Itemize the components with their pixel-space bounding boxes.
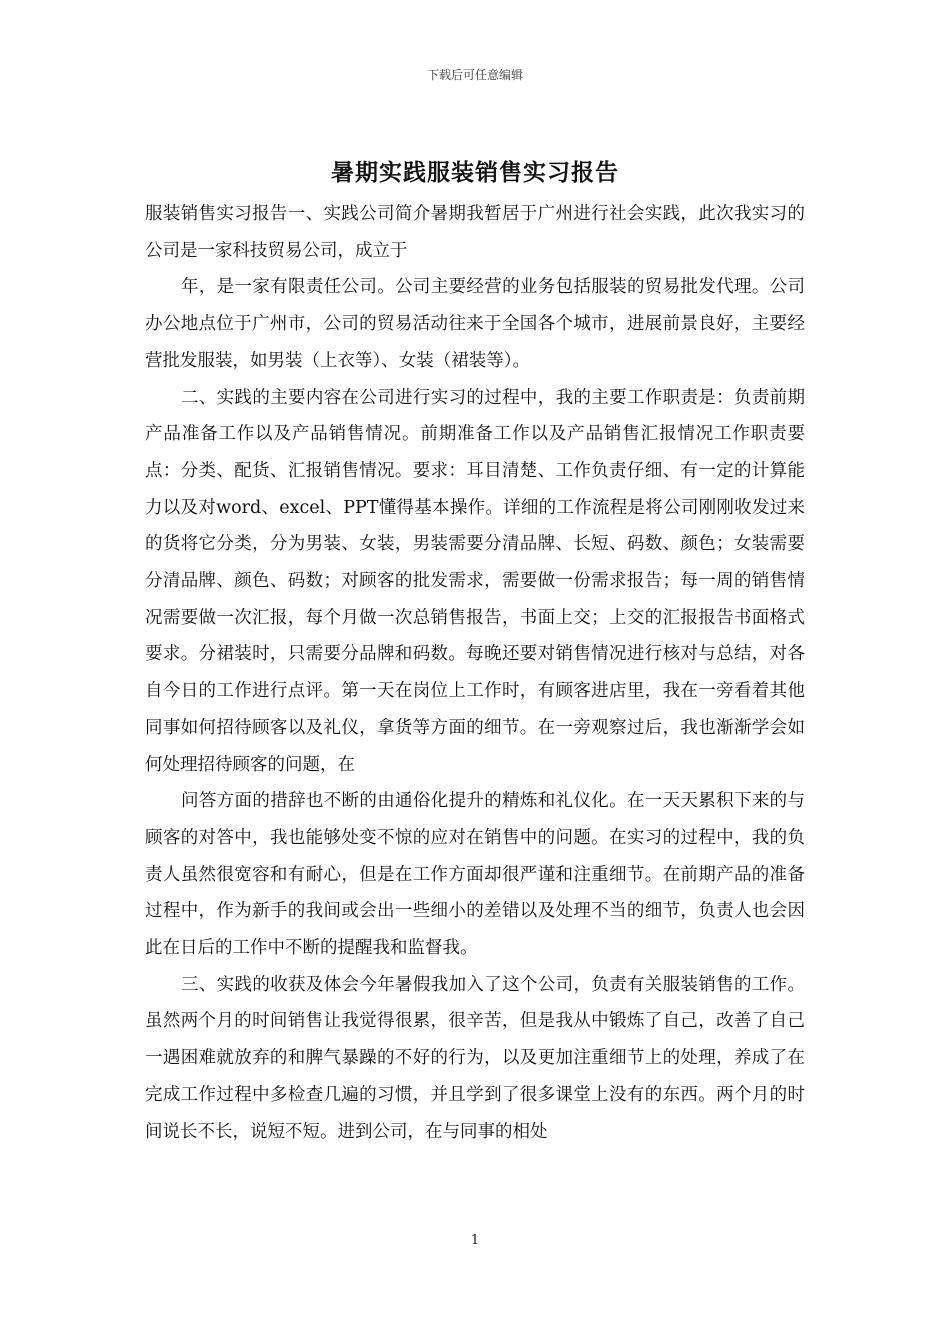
header-note: 下载后可任意编辑	[426, 68, 523, 82]
paragraph-main-content: 二、实践的主要内容在公司进行实习的过程中，我的主要工作职责是：负责前期产品准备工作以及产品销售情况。前期准备工作以及产品销售汇报情况工作职责要点：分类、配货、汇报销售情况。要求：耳目清楚、工作负责仔细、有一定的计算能力以及对word、excel、PPT懂得基本操作。详细的工作流程是将公司刚刚收发过来的货将它分类，分为男装、女装，男装需要分清品牌、长短、码数、颜色；女装需要分清品牌、颜色、码数；对顾客的批发需求，需要做一份需求报告；每一周的销售情况需要做一次汇报，每个月做一次总销售报告，书面上交；上交的汇报报告书面格式要求。分裙装时，只需要分品牌和码数。每晚还要对销售情况进行核对与总结，对各自今日的工作进行点评。第一天在岗位上工作时，有顾客进店里，我在一旁看着其他同事如何招待顾客以及礼仪，拿货等方面的细节。在一旁观察过后，我也渐渐学会如何处理招待顾客的问题，在	[145, 387, 805, 775]
page-number: 1	[470, 1233, 480, 1248]
paragraph-intro: 服装销售实习报告一、实践公司简介暑期我暂居于广州进行社会实践，此次我实习的公司是一家科技贸易公司，成立于	[145, 204, 805, 261]
paragraph-communication: 问答方面的措辞也不断的由通俗化提升的精炼和礼仪化。在一天天累积下来的与顾客的对答中，我也能够处变不惊的应对在销售中的问题。在实习的过程中，我的负责人虽然很宽容和有耐心，但是在工作方面却很严谨和注重细节。在前期产品的准备过程中，作为新手的我间或会出一些细小的差错以及处理不当的细节，负责人也会因此在日后的工作中不断的提醒我和监督我。	[145, 791, 805, 959]
paragraph-company: 年，是一家有限责任公司。公司主要经营的业务包括服装的贸易批发代理。公司办公地点位于广州市，公司的贸易活动往来于全国各个城市，进展前景良好，主要经营批发服装，如男装（上衣等）、女装（裙装等）。	[145, 277, 805, 371]
document-body	[145, 196, 805, 1150]
document-title: 暑期实践服装销售实习报告	[331, 159, 619, 186]
paragraph-gains: 三、实践的收获及体会今年暑假我加入了这个公司，负责有关服装销售的工作。虽然两个月的时间销售让我觉得很累，很辛苦，但是我从中锻炼了自己，改善了自己一遇困难就放弃的和脾气暴躁的不好的行为，以及更加注重细节上的处理，养成了在完成工作过程中多检查几遍的习惯，并且学到了很多课堂上没有的东西。两个月的时间说长不长，说短不短。进到公司，在与同事的相处	[145, 974, 805, 1142]
